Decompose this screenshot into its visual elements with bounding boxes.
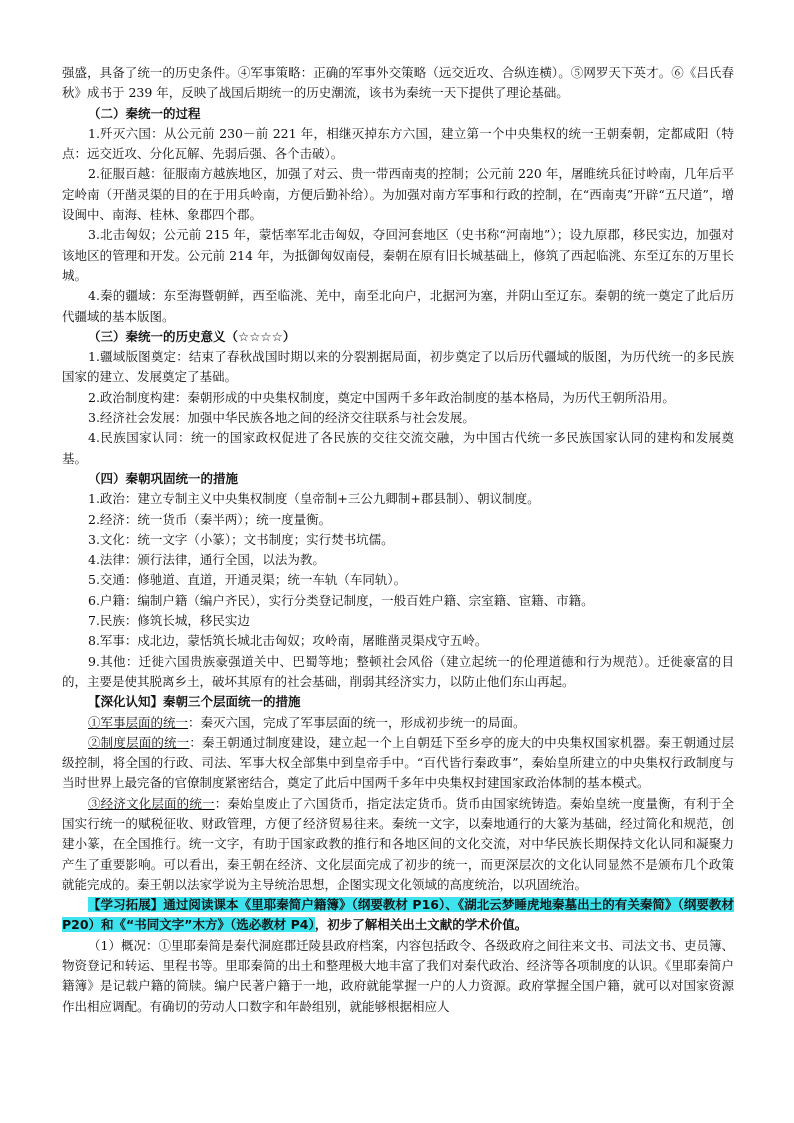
- paragraph-process-1: 1.歼灭六国：从公元前 230－前 221 年，相继灭掉东方六国，建立第一个中央集权的统一王朝秦朝，定都咸阳（特点：远交近攻、分化瓦解、先弱后强、各个击破）。: [62, 125, 734, 162]
- measure-economy: 2.经济：统一货币（秦半两）；统一度量衡。: [88, 511, 332, 527]
- system-level-label: ②制度层面的统一: [88, 734, 190, 750]
- measure-transport: 5.交通：修驰道、直道，开通灵渠；统一车轨（车同轨）。: [88, 572, 407, 588]
- measure-ethnic: 7.民族：修筑长城，移民实边: [88, 613, 250, 629]
- paragraph-significance-3: 3.经济社会发展：加强中华民族各地之间的经济交往联系与社会发展。: [88, 410, 475, 426]
- study-extension-highlight: 通过阅读课本《里耶秦简户籍簿》（纲要教材 P16）、《湖北云梦睡虎地秦墓出土的有关秦简》（纲要教材 P20）和《“书同文字”木方》（选必教材 P4）: [62, 897, 734, 933]
- measure-culture: 3.文化：统一文字（小篆）；文书制度；实行焚书坑儒。: [88, 531, 394, 547]
- heading-significance: （三）秦统一的历史意义（☆☆☆☆）: [88, 328, 296, 344]
- military-level-text: ：秦灭六国，完成了军事层面的统一，形成初步统一的局面。: [188, 714, 526, 730]
- measure-politics: 1.政治：建立专制主义中央集权制度（皇帝制+三公九卿制+郡县制）、朝议制度。: [88, 491, 540, 507]
- paragraph-intro: 强盛，具备了统一的历史条件。④军事策略：正确的军事外交策略（远交近攻、合纵连横）。⑤网罗天下英才。⑥《吕氏春秋》成书于 239 年，反映了战国后期统一的历史潮流，该书为秦统一天下提供了理论基础。: [62, 65, 734, 101]
- measure-household: 6.户籍：编制户籍（编户齐民），实行分类登记制度，一般百姓户籍、宗室籍、宦籍、市籍。: [88, 592, 594, 608]
- economy-culture-level-label: ③经济文化层面的统一: [88, 795, 215, 811]
- heading-unification-process: （二）秦统一的过程: [88, 105, 201, 121]
- measure-other: 9.其他：迁徙六国贵族豪强道关中、巴蜀等地；整顿社会风俗（建立起统一的伦理道德和行为规范）。迁徙豪富的目的，主要是使其脱离乡土，破坏其原有的社会基础，削弱其经济实力，以防止他们东山再起。: [62, 653, 734, 689]
- heading-deepen-understanding: 【深化认知】秦朝三个层面统一的措施: [88, 694, 301, 710]
- paragraph-process-3: 3.北击匈奴；公元前 215 年，蒙恬率军北击匈奴，夺回河套地区（史书称“河南地”）；设九原郡，移民实边，加强对该地区的管理和开发。公元前 214 年，为抵御匈奴南侵，秦朝在原有旧长城基础上，修筑了西起临洮、东至辽东的万里长城。: [62, 227, 734, 283]
- paragraph-system-level: [62, 733, 734, 794]
- military-level-label: ①军事层面的统一: [88, 714, 189, 730]
- paragraph-economy-culture-level: [62, 794, 734, 895]
- paragraph-study-extension: [62, 895, 734, 936]
- paragraph-military-level: [62, 713, 734, 733]
- paragraph-process-4: 4.秦的疆域：东至海暨朝鲜，西至临洮、羌中，南至北向户，北据河为塞，并阴山至辽东。秦朝的统一奠定了此后历代疆域的基本版图。: [62, 288, 734, 324]
- paragraph-significance-4: 4.民族国家认同：统一的国家政权促进了各民族的交往交流交融，为中国古代统一多民族国家认同的建构和发展奠基。: [62, 430, 734, 466]
- system-level-text: ：秦王朝通过制度建设，建立起一个上自朝廷下至乡亭的庞大的中央集权国家机器。秦王朝通过层级控制，将全国的行政、司法、军事大权全部集中到皇帝手中。“百代皆行秦政事”，秦始皇所建立的中央集权行政制度与当时世界上最完备的官僚制度紧密结合，奠定了此后中国两千多年中央集权封建国家政治体制的基本模式。: [62, 734, 734, 791]
- study-extension-rest: ，初步了解相关出土文献的学术价值。: [314, 917, 528, 933]
- paragraph-significance-1: 1.疆域版图奠定：结束了春秋战国时期以来的分裂割据局面，初步奠定了以后历代疆域的版图，为历代统一的多民族国家的建立、发展奠定了基础。: [62, 349, 734, 385]
- economy-culture-level-text: ：秦始皇废止了六国货币，指定法定货币。货币由国家统铸造。秦始皇统一度量衡，有利于全国实行统一的赋税征收、财政管理，方便了经济贸易往来。秦统一文字，以秦地通行的大篆为基础，经过简化和规范，创建小篆，在全国推行。统一文字，有助于国家政教的推行和各地区间的文化交流，对中华民族长期保持文化认同和凝聚力产生了重要影响。可以看出，秦王朝在经济、文化层面完成了初步的统一，而更深层次的文化认同显然不是颁布几个政策就能完成的。秦王朝以法家学说为主导统治思想，企图实现文化领域的高度统治，以巩固统治。: [62, 795, 734, 892]
- heading-consolidation-measures: （四）秦朝巩固统一的措施: [88, 470, 239, 486]
- measure-law: 4.法律：颁行法律，通行全国，以法为教。: [88, 552, 325, 568]
- study-extension-tag: 【学习拓展】: [88, 897, 164, 913]
- measure-military: 8.军事：戍北边，蒙恬筑长城北击匈奴；攻岭南，屠睢凿灵渠戍守五岭。: [88, 633, 488, 649]
- paragraph-significance-2: 2.政治制度构建：秦朝形成的中央集权制度，奠定中国两千多年政治制度的基本格局，为历代王朝所沿用。: [88, 389, 675, 405]
- document-page: [62, 63, 734, 1017]
- paragraph-overview: （1）概况：①里耶秦简是秦代洞庭郡迁陵县政府档案，内容包括政令、各级政府之间往来文书、司法文书、吏员簿、物资登记和转运、里程书等。里耶秦简的出土和整理极大地丰富了我们对秦代政治、经济等各项制度的认识。《里耶秦简户籍簿》是记载户籍的简牍。编户民著户籍于一地，政府就能掌握一户的人力资源。政府掌握全国户籍，就可以对国家资源作出相应调配。有确切的劳动人口数字和年龄组别，就能够根据相应人: [62, 937, 734, 1014]
- paragraph-process-2: 2.征服百越：征服南方越族地区，加强了对云、贵一带西南夷的控制；公元前 220 年，屠睢统兵征讨岭南，几年后平定岭南（开凿灵渠的目的在于用兵岭南，方便后勤补给）。为加强对南方军事和行政的控制，在“西南夷”开辟“五尺道”，增设闽中、南海、桂林、象郡四个郡。: [62, 166, 734, 223]
